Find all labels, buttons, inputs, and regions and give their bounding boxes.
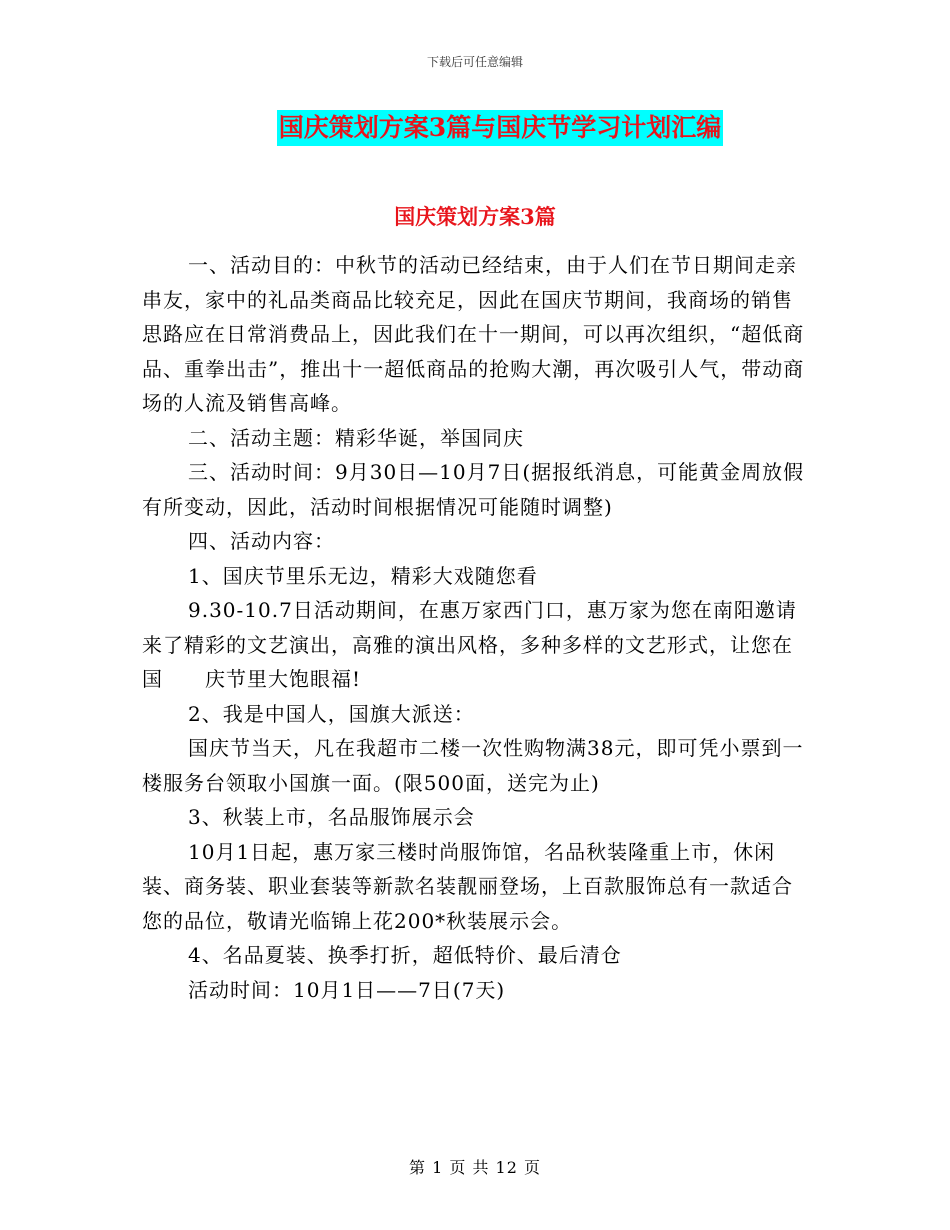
paragraph-activity-time: 三、活动时间：9月30日—10月7日(据报纸消息，可能黄金周放假有所变动，因此，活动时间根据情况可能随时调整) (142, 460, 805, 519)
main-title-container (0, 110, 950, 146)
paragraph-activity-content: 四、活动内容： (188, 529, 335, 553)
paragraph-item-1-body: 9.30-10.7日活动期间，在惠万家西门口，惠万家为您在南阳邀请来了精彩的文艺演出，高雅的演出风格，多种多样的文艺形式，让您在国 庆节里大饱眼福! (142, 598, 797, 691)
paragraph-item-4-heading: 4、名品夏装、换季打折，超低特价、最后清仓 (188, 943, 622, 967)
document-body (142, 248, 812, 1007)
main-title: 国庆策划方案3篇与国庆节学习计划汇编 (277, 110, 723, 146)
paragraph-item-3-body: 10月1日起，惠万家三楼时尚服饰馆，名品秋装隆重上市，休闲装、商务装、职业套装等新款名装靓丽登场，上百款服饰总有一款适合您的品位，敬请光临锦上花200*秋装展示会。 (142, 839, 793, 933)
paragraph-activity-theme: 二、活动主题：精彩华诞，举国同庆 (188, 425, 524, 450)
paragraph-item-2-heading: 2、我是中国人，国旗大派送： (188, 701, 475, 726)
paragraph-item-1-heading: 1、国庆节里乐无边，精彩大戏随您看 (188, 563, 538, 588)
header-note: 下载后可任意编辑 (426, 55, 523, 69)
paragraph-item-2-body: 国庆节当天，凡在我超市二楼一次性购物满38元，即可凭小票到一楼服务台领取小国旗一面。(限500面，送完为止) (142, 736, 804, 795)
paragraph-item-4-body: 活动时间：10月1日——7日(7天) (188, 977, 506, 1002)
page-number-footer: 第 1 页 共 12 页 (409, 1158, 541, 1177)
sub-title: 国庆策划方案3篇 (394, 204, 556, 229)
paragraph-activity-purpose: 一、活动目的：中秋节的活动已经结束，由于人们在节日期间走亲串友，家中的礼品类商品比较充足，因此在国庆节期间，我商场的销售思路应在日常消费品上，因此我们在十一期间，可以再次组织，“超低商品、重拳出击”，推出十一超低商品的抢购大潮，再次吸引人气，带动商场的人流及销售高峰。 (142, 253, 805, 415)
paragraph-item-3-heading: 3、秋装上市，名品服饰展示会 (188, 805, 475, 829)
